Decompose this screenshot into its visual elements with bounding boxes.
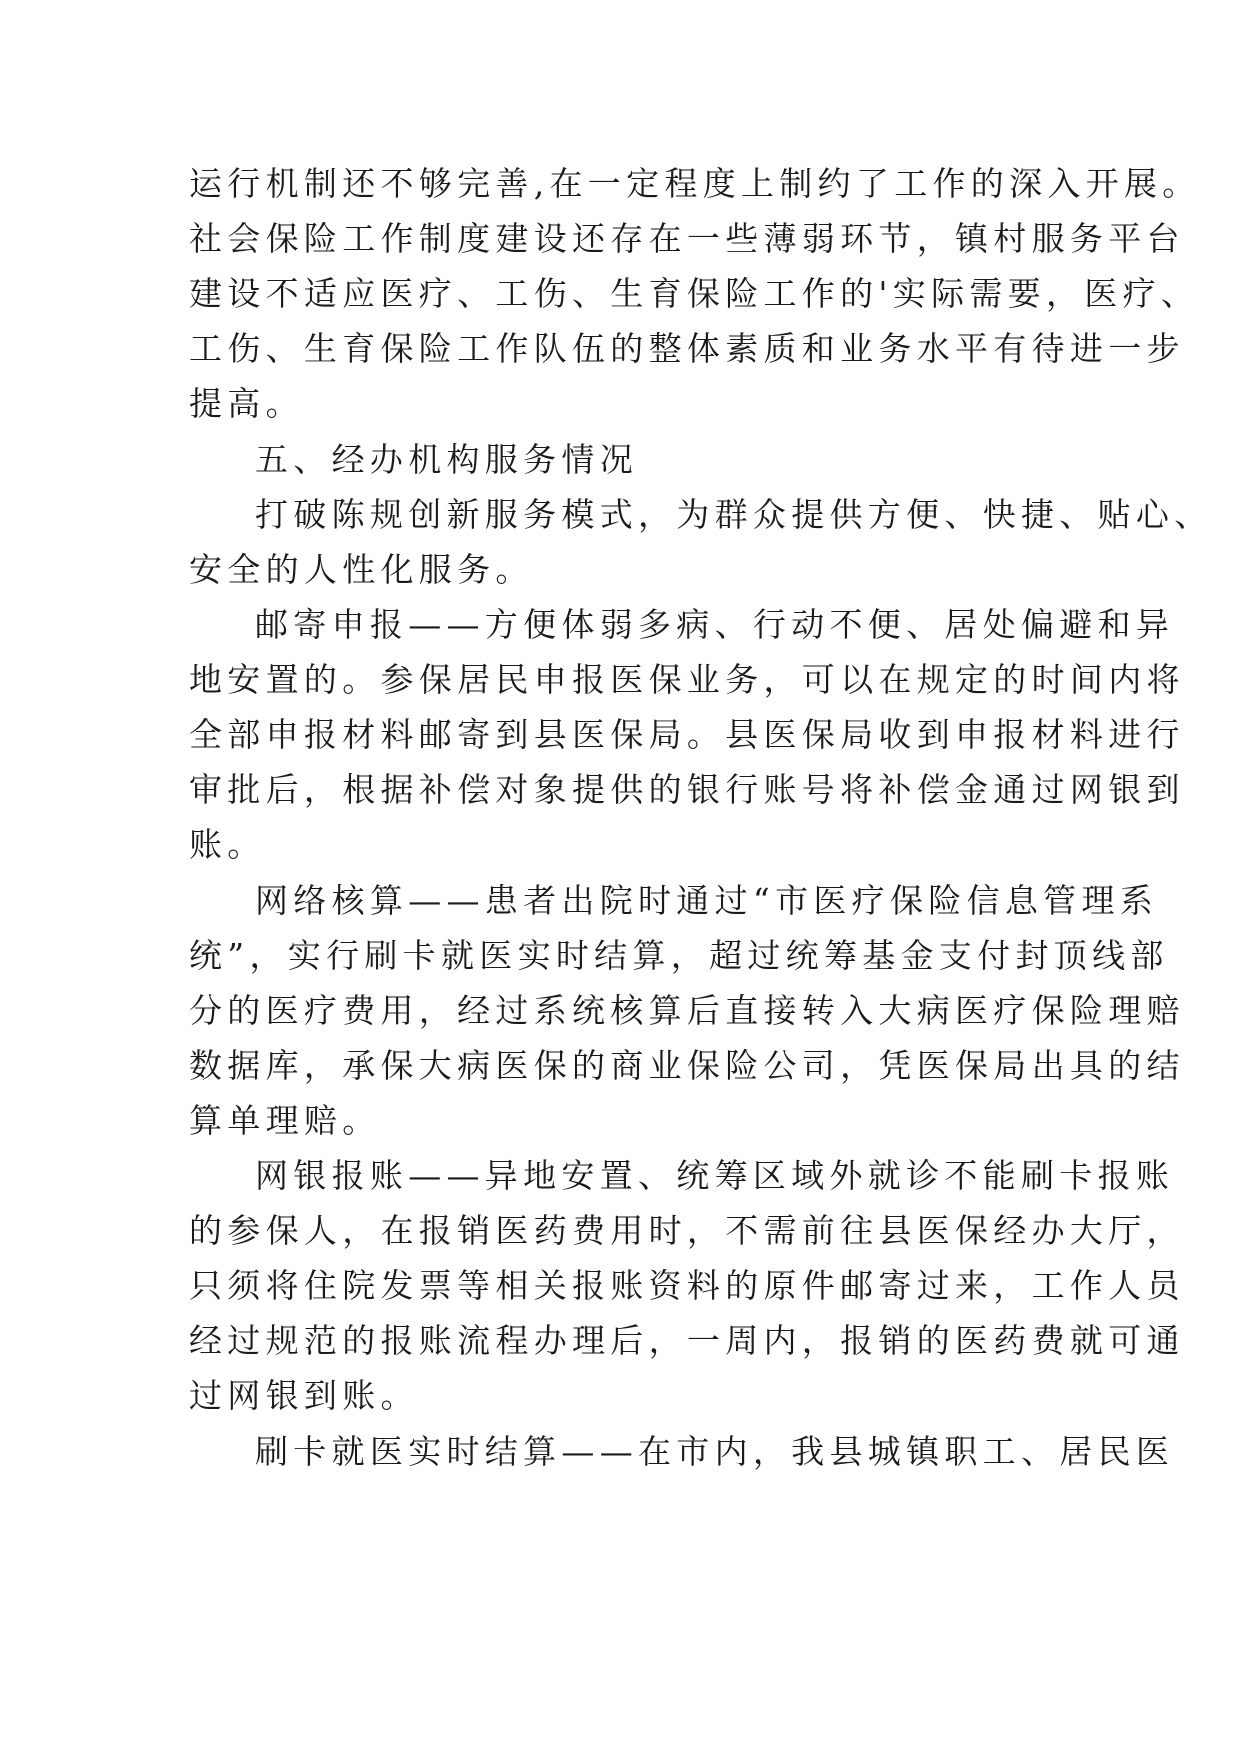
text-line: 账。 [189,825,266,864]
text-line: 统”，实行刷卡就医实时结算，超过统筹基金支付封顶线部 [189,936,1169,975]
text-line: 工伤、生育保险工作队伍的整体素质和业务水平有待进一步 [189,329,1185,368]
section-heading: 五、经办机构服务情况 [255,440,638,479]
text-line: 算单理赔。 [189,1101,381,1140]
text-line: 的参保人，在报销医药费用时，不需前往县医保经办大厅， [189,1211,1185,1250]
text-line: 数据库，承保大病医保的商业保险公司，凭医保局出具的结 [189,1046,1185,1085]
text-line: 审批后，根据补偿对象提供的银行账号将补偿金通过网银到 [189,770,1185,809]
text-line: 经过规范的报账流程办理后，一周内，报销的医药费就可通 [189,1321,1185,1360]
text-line: 全部申报材料邮寄到县医保局。县医保局收到申报材料进行 [189,715,1185,754]
text-line: 网络核算——患者出院时通过“市医疗保险信息管理系 [255,881,1159,920]
text-line: 过网银到账。 [189,1376,419,1415]
text-line: 社会保险工作制度建设还存在一些薄弱环节，镇村服务平台 [189,219,1185,258]
text-line: 刷卡就医实时结算——在市内，我县城镇职工、居民医 [255,1432,1175,1471]
text-line: 提高。 [189,384,304,423]
text-line: 地安置的。参保居民申报医保业务，可以在规定的时间内将 [189,660,1185,699]
text-line: 运行机制还不够完善,在一定程度上制约了工作的深入开展。 [189,164,1201,203]
text-line: 网银报账——异地安置、统筹区域外就诊不能刷卡报账 [255,1156,1175,1195]
text-line: 邮寄申报——方便体弱多病、行动不便、居处偏避和异 [255,605,1175,644]
text-line: 分的医疗费用，经过系统核算后直接转入大病医疗保险理赔 [189,991,1185,1030]
text-line: 建设不适应医疗、工伤、生育保险工作的'实际需要，医疗、 [189,274,1200,313]
text-line: 安全的人性化服务。 [189,550,534,589]
text-line: 只须将住院发票等相关报账资料的原件邮寄过来，工作人员 [189,1266,1185,1305]
text-line: 打破陈规创新服务模式，为群众提供方便、快捷、贴心、 [255,495,1213,534]
